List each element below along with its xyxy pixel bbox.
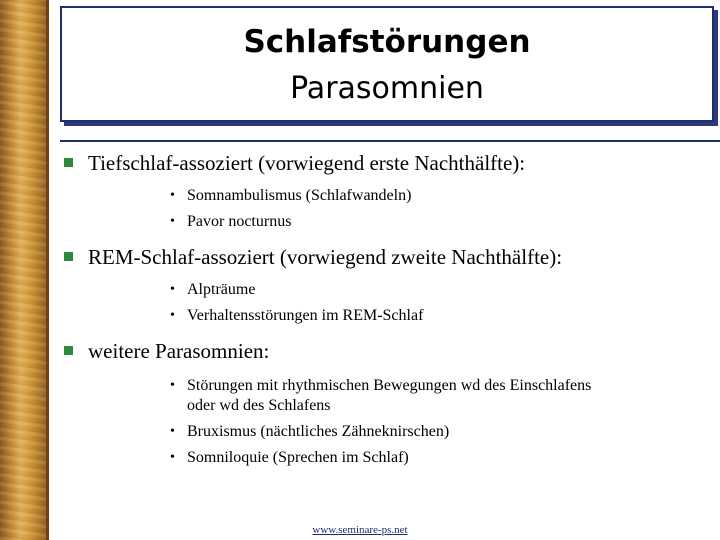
section-tiefschlaf (60, 150, 710, 232)
list-item (60, 186, 710, 206)
list-item-text: Bruxismus (nächtliches Zähneknirschen) (187, 423, 450, 440)
dot-bullet-icon: • (170, 450, 175, 465)
section-rem (60, 244, 710, 326)
dot-bullet-icon: • (170, 214, 175, 229)
slide-content (60, 150, 710, 468)
section-heading (60, 338, 710, 364)
section-heading-text: REM-Schlaf-assoziert (vorwiegend zweite Nachthälfte): (88, 245, 563, 269)
slide-title: Schlafstörungen (243, 24, 531, 60)
list-item-text: Pavor nocturnus (187, 213, 292, 230)
list-item-text: oder wd des Schlafens (187, 397, 331, 414)
list-item (60, 212, 710, 232)
list-item (60, 422, 710, 442)
list-item (60, 448, 710, 468)
dot-bullet-icon: • (170, 424, 175, 439)
slide-subtitle: Parasomnien (290, 71, 484, 106)
list-item (60, 306, 710, 326)
dot-bullet-icon: • (170, 378, 175, 393)
dot-bullet-icon: • (170, 308, 175, 323)
dot-bullet-icon: • (170, 282, 175, 297)
section-heading (60, 244, 710, 270)
decorative-side-bar (0, 0, 46, 540)
list-item (60, 376, 710, 396)
sub-list (60, 376, 710, 468)
list-item-continuation (60, 396, 710, 416)
dot-bullet-icon: • (170, 188, 175, 203)
list-item-text: Somnambulismus (Schlafwandeln) (187, 187, 412, 204)
divider-line (60, 140, 720, 142)
list-item-text: Störungen mit rhythmischen Bewegungen wd des Einschlafens (187, 377, 592, 394)
square-bullet-icon (64, 158, 73, 167)
list-item (60, 280, 710, 300)
square-bullet-icon (64, 252, 73, 261)
sub-list (60, 280, 710, 326)
title-box (60, 6, 714, 122)
sub-list (60, 186, 710, 232)
list-item-text: Verhaltensstörungen im REM-Schlaf (187, 307, 424, 324)
section-heading (60, 150, 710, 176)
section-heading-text: Tiefschlaf-assoziert (vorwiegend erste Nachthälfte): (88, 151, 526, 175)
section-heading-text: weitere Parasomnien: (88, 339, 270, 363)
list-item-text: Alpträume (187, 281, 256, 298)
list-item-text: Somniloquie (Sprechen im Schlaf) (187, 449, 409, 466)
square-bullet-icon (64, 346, 73, 355)
section-weitere (60, 338, 710, 468)
footer-link[interactable]: www.seminare-ps.net (312, 524, 408, 536)
side-bar-edge (46, 0, 49, 540)
